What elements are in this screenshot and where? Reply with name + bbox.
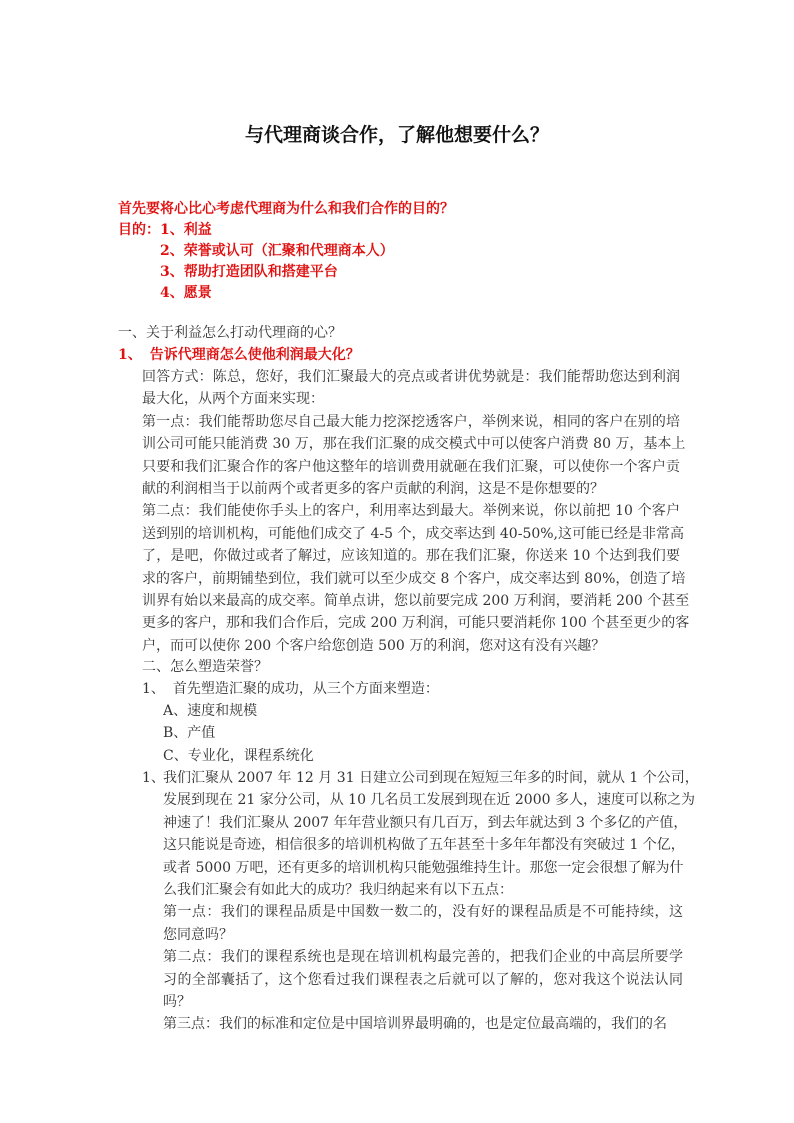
section-1-heading: 一、关于利益怎么打动代理商的心？: [118, 325, 342, 341]
paragraph: [142, 366, 680, 411]
subheading-number: 1、: [118, 347, 142, 363]
section-1-body: [142, 366, 690, 657]
text-line: 您同意吗？: [163, 926, 233, 943]
purpose-item: 4、愿景: [160, 285, 212, 301]
paragraph: [163, 767, 699, 901]
section-2-heading: 二、怎么塑造荣誉？: [142, 659, 268, 675]
option-item: B、产值: [163, 725, 216, 742]
intro-block: [118, 199, 454, 304]
text-line: 第一点：我们的课程品质是中国数一数二的，没有好的课程品质是不可能持续，这: [163, 904, 683, 921]
paragraph: [163, 1013, 683, 1035]
text-line: 最大化，从两个方面来实现：: [142, 391, 324, 408]
purpose-item: 1、利益: [160, 222, 212, 238]
item-text: 首先塑造汇聚的成功，从三个方面来塑造：: [172, 681, 439, 697]
document-title: 与代理商谈合作，了解他想要什么？: [244, 124, 549, 146]
purpose-item: 2、荣誉或认可（汇聚和代理商本人）: [160, 243, 394, 259]
text-line: 更多的客户，那和我们合作后，完成 200 万利润，可能只要消耗你 100 个甚至更少的客: [142, 615, 690, 632]
text-line: 么我们汇聚会有如此大的成功？我归纳起来有以下五点：: [163, 882, 513, 899]
text-line: 了，是吧，你做过或者了解过，应该知道的。那在我们汇聚，你送来 10 个达到我们要: [142, 548, 680, 565]
text-line: 回答方式：陈总，您好，我们汇聚最大的亮点或者讲优势就是：我们能帮助您达到利润: [142, 369, 680, 385]
text-line: 训公司可能只能消费 30 万，那在我们汇聚的成交模式中可以使客户消费 80 万，基本上: [142, 436, 686, 453]
paragraph: [163, 901, 683, 946]
text-line: 神速了！我们汇聚从 2007 年年营业额只有几百万，到去年就达到 3 个多亿的产值，: [163, 814, 688, 831]
text-line: 只要和我们汇聚合作的客户他这整年的培训费用就砸在我们汇聚，可以使你一个客户贡: [142, 458, 680, 475]
text-line: 我们汇聚从 2007 年 12 月 31 日建立公司到现在短短三年多的时间，就从 1 个公司，: [163, 770, 699, 786]
item-number: 1、: [142, 770, 165, 786]
purpose-label: 目的：: [118, 222, 160, 238]
text-line: 户，而可以使你 200 个客户给您创造 500 万的利润，您对这有没有兴趣？: [142, 637, 606, 654]
option-list: [163, 700, 314, 767]
text-line: 第一点：我们能帮助您尽自己最大能力挖深挖透客户，举例来说，相同的客户在别的培: [142, 413, 680, 430]
item-number: 1、: [142, 681, 165, 697]
text-line: 第三点：我们的标准和定位是中国培训界最明确的，也是定位最高端的，我们的名: [163, 1016, 667, 1033]
purpose-item: 3、帮助打造团队和搭建平台: [160, 264, 338, 280]
text-line: 送到别的培训机构，可能他们成交了 4-5 个，成交率达到 40-50%,这可能已经是非常高: [142, 525, 685, 542]
text-line: 求的客户，前期铺垫到位，我们就可以至少成交 8 个客户，成交率达到 80%，创造了培: [142, 570, 686, 587]
text-line: 这只能说是奇迹，相信很多的培训机构做了五年甚至十多年年都没有突破过 1 个亿，: [163, 837, 685, 854]
paragraph: [163, 946, 683, 1013]
option-item: A、速度和规模: [163, 703, 258, 719]
option-item: C、专业化，课程系统化: [163, 747, 314, 764]
text-line: 习的全部囊括了，这个您看过我们课程表之后就可以了解的，您对我这个说法认同: [163, 971, 683, 988]
text-line: 献的利润相当于以前两个或者更多的客户贡献的利润，这是不是你想要的？: [142, 481, 604, 498]
text-line: 或者 5000 万吧，还有更多的培训机构只能勉强维持生计。那您一定会很想了解为什: [163, 859, 684, 876]
text-line: 发展到现在 21 家分公司，从 10 几名员工发展到现在近 2000 多人，速度可以称之为: [163, 792, 695, 809]
text-line: 第二点：我们的课程系统也是现在培训机构最完善的，把我们企业的中高层所要学: [163, 949, 683, 966]
section-2-item: [142, 678, 439, 700]
paragraph: [142, 500, 690, 657]
intro-purpose: [118, 220, 454, 241]
section-2-body: [163, 767, 699, 1036]
text-line: 第二点：我们能使你手头上的客户，利用率达到最大。举例来说，你以前把 10 个客户: [142, 503, 680, 520]
subheading-text: 告诉代理商怎么使他利润最大化？: [149, 347, 360, 363]
intro-question: 首先要将心比心考虑代理商为什么和我们合作的目的？: [118, 201, 454, 217]
section-1-subheading: [118, 344, 360, 366]
paragraph: [142, 411, 686, 501]
text-line: 训界有始以来最高的成交率。简单点讲，您以前要完成 200 万利润，要消耗 200 个甚至: [142, 593, 690, 610]
text-line: 吗？: [163, 994, 191, 1011]
